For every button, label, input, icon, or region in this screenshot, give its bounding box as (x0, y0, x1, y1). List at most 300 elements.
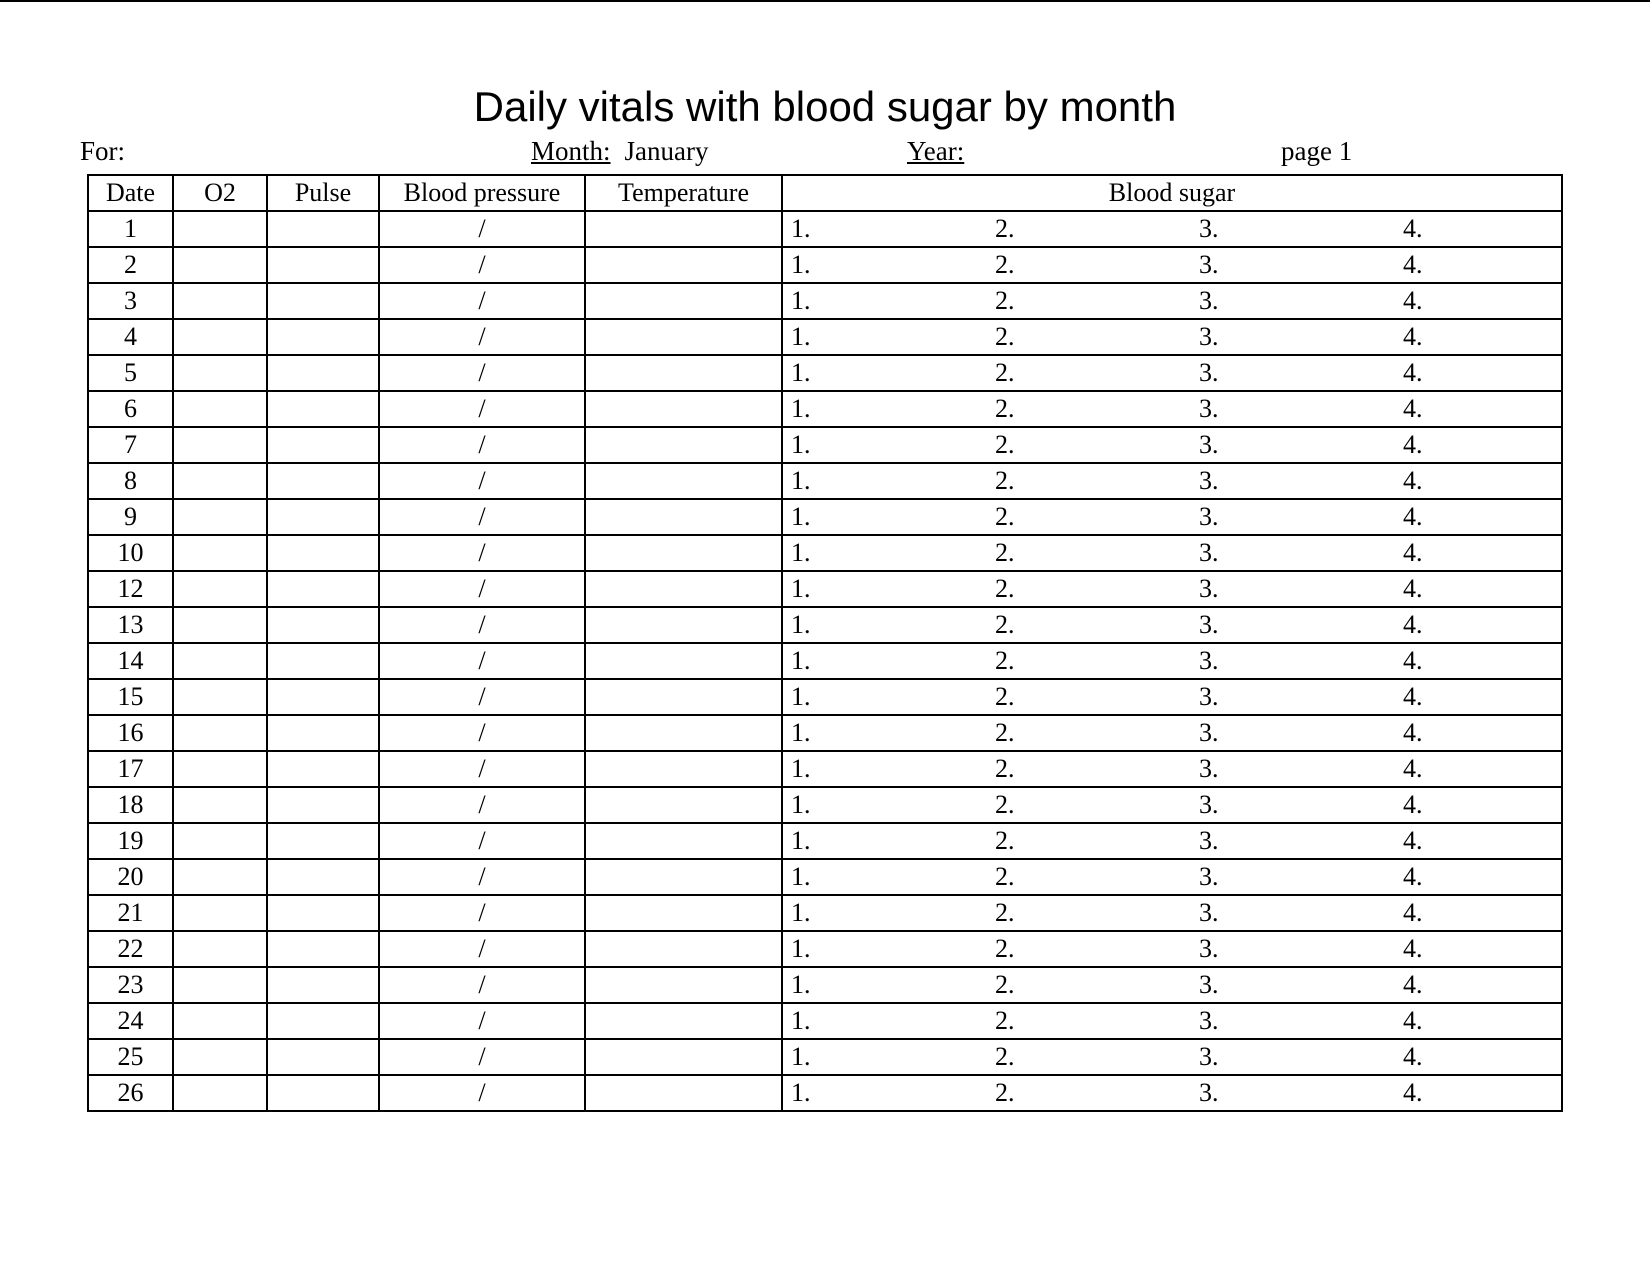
blood-sugar-slot-label: 4. (1403, 826, 1423, 855)
blood-sugar-input-cell[interactable] (782, 607, 1562, 643)
pulse-input-cell[interactable] (267, 895, 379, 931)
temperature-input-cell[interactable] (585, 787, 782, 823)
blood-sugar-slot-label: 1. (791, 394, 811, 423)
bp-separator: / (478, 538, 486, 567)
blood-pressure-input-cell[interactable] (379, 499, 585, 535)
blood-sugar-slot-label: 2. (995, 286, 1015, 315)
bp-separator: / (478, 394, 486, 423)
blood-sugar-slot-label: 2. (995, 1006, 1015, 1035)
pulse-input-cell[interactable] (267, 283, 379, 319)
table-row (88, 1003, 1562, 1039)
blood-sugar-slots (791, 790, 1561, 820)
blood-pressure-input-cell[interactable] (379, 607, 585, 643)
blood-sugar-input-cell[interactable] (782, 1003, 1562, 1039)
blood-sugar-slot-label: 4. (1403, 1078, 1423, 1107)
temperature-input-cell[interactable] (585, 247, 782, 283)
o2-input-cell[interactable] (173, 427, 267, 463)
table-row (88, 679, 1562, 715)
blood-sugar-slot-label: 1. (791, 286, 811, 315)
blood-sugar-input-cell[interactable] (782, 319, 1562, 355)
blood-sugar-slots (791, 430, 1561, 460)
date-cell: 23 (88, 967, 173, 1003)
month-value: January (624, 136, 709, 166)
pulse-input-cell[interactable] (267, 1039, 379, 1075)
pulse-input-cell[interactable] (267, 823, 379, 859)
blood-pressure-input-cell[interactable] (379, 355, 585, 391)
o2-input-cell[interactable] (173, 499, 267, 535)
temperature-input-cell[interactable] (585, 679, 782, 715)
blood-sugar-slot-label: 4. (1403, 718, 1423, 747)
blood-pressure-input-cell[interactable] (379, 823, 585, 859)
date-cell: 13 (88, 607, 173, 643)
o2-input-cell[interactable] (173, 355, 267, 391)
blood-sugar-slot-label: 1. (791, 718, 811, 747)
blood-pressure-input-cell[interactable] (379, 1075, 585, 1111)
blood-sugar-slot-label: 1. (791, 250, 811, 279)
blood-sugar-slots (791, 610, 1561, 640)
blood-pressure-input-cell[interactable] (379, 1003, 585, 1039)
temperature-input-cell[interactable] (585, 499, 782, 535)
blood-sugar-input-cell[interactable] (782, 823, 1562, 859)
blood-sugar-slot-label: 4. (1403, 358, 1423, 387)
temperature-input-cell[interactable] (585, 355, 782, 391)
blood-sugar-slot-label: 4. (1403, 646, 1423, 675)
table-row (88, 823, 1562, 859)
o2-input-cell[interactable] (173, 283, 267, 319)
blood-sugar-input-cell[interactable] (782, 211, 1562, 247)
blood-sugar-slot-label: 1. (791, 754, 811, 783)
temperature-input-cell[interactable] (585, 607, 782, 643)
o2-input-cell[interactable] (173, 211, 267, 247)
header-temperature: Temperature (585, 175, 782, 211)
blood-pressure-input-cell[interactable] (379, 427, 585, 463)
blood-pressure-input-cell[interactable] (379, 931, 585, 967)
blood-sugar-slot-label: 2. (995, 1078, 1015, 1107)
bp-separator: / (478, 286, 486, 315)
table-row (88, 1075, 1562, 1111)
blood-pressure-input-cell[interactable] (379, 463, 585, 499)
temperature-input-cell[interactable] (585, 211, 782, 247)
bp-separator: / (478, 826, 486, 855)
date-cell: 26 (88, 1075, 173, 1111)
temperature-input-cell[interactable] (585, 859, 782, 895)
blood-sugar-slot-label: 3. (1199, 286, 1219, 315)
o2-input-cell[interactable] (173, 679, 267, 715)
table-row (88, 931, 1562, 967)
pulse-input-cell[interactable] (267, 211, 379, 247)
blood-sugar-slot-label: 1. (791, 430, 811, 459)
page-title: Daily vitals with blood sugar by month (473, 83, 1177, 130)
table-row (88, 355, 1562, 391)
o2-input-cell[interactable] (173, 1039, 267, 1075)
blood-sugar-slot-label: 3. (1199, 1006, 1219, 1035)
blood-pressure-input-cell[interactable] (379, 1039, 585, 1075)
bp-separator: / (478, 574, 486, 603)
date-cell: 22 (88, 931, 173, 967)
header-o2: O2 (173, 175, 267, 211)
table-row (88, 427, 1562, 463)
blood-sugar-slot-label: 1. (791, 1006, 811, 1035)
date-cell: 5 (88, 355, 173, 391)
pulse-input-cell[interactable] (267, 1075, 379, 1111)
pulse-input-cell[interactable] (267, 247, 379, 283)
pulse-input-cell[interactable] (267, 391, 379, 427)
blood-sugar-slot-label: 4. (1403, 970, 1423, 999)
blood-sugar-input-cell[interactable] (782, 787, 1562, 823)
table-row (88, 247, 1562, 283)
blood-sugar-input-cell[interactable] (782, 571, 1562, 607)
blood-sugar-slot-label: 1. (791, 358, 811, 387)
table-row (88, 751, 1562, 787)
blood-sugar-slot-label: 3. (1199, 646, 1219, 675)
blood-sugar-slot-label: 1. (791, 826, 811, 855)
date-cell: 1 (88, 211, 173, 247)
blood-pressure-input-cell[interactable] (379, 787, 585, 823)
date-cell: 17 (88, 751, 173, 787)
temperature-input-cell[interactable] (585, 823, 782, 859)
table-row (88, 211, 1562, 247)
o2-input-cell[interactable] (173, 787, 267, 823)
blood-sugar-slot-label: 3. (1199, 754, 1219, 783)
blood-sugar-slot-label: 1. (791, 574, 811, 603)
pulse-input-cell[interactable] (267, 427, 379, 463)
pulse-input-cell[interactable] (267, 463, 379, 499)
blood-sugar-slot-label: 4. (1403, 502, 1423, 531)
blood-sugar-slot-label: 2. (995, 430, 1015, 459)
date-cell: 10 (88, 535, 173, 571)
blood-sugar-slot-label: 1. (791, 970, 811, 999)
blood-sugar-slots (791, 1078, 1561, 1108)
blood-sugar-slot-label: 4. (1403, 286, 1423, 315)
temperature-input-cell[interactable] (585, 715, 782, 751)
blood-pressure-input-cell[interactable] (379, 211, 585, 247)
pulse-input-cell[interactable] (267, 715, 379, 751)
blood-sugar-input-cell[interactable] (782, 859, 1562, 895)
temperature-input-cell[interactable] (585, 427, 782, 463)
blood-sugar-slot-label: 2. (995, 322, 1015, 351)
blood-sugar-input-cell[interactable] (782, 751, 1562, 787)
blood-sugar-input-cell[interactable] (782, 247, 1562, 283)
bp-separator: / (478, 214, 486, 243)
date-cell: 7 (88, 427, 173, 463)
blood-pressure-input-cell[interactable] (379, 715, 585, 751)
o2-input-cell[interactable] (173, 751, 267, 787)
o2-input-cell[interactable] (173, 895, 267, 931)
date-cell: 8 (88, 463, 173, 499)
date-cell: 25 (88, 1039, 173, 1075)
blood-sugar-slot-label: 1. (791, 682, 811, 711)
header-row (88, 175, 1562, 211)
blood-sugar-slots (791, 250, 1561, 280)
date-cell: 3 (88, 283, 173, 319)
blood-sugar-slot-label: 3. (1199, 970, 1219, 999)
pulse-input-cell[interactable] (267, 679, 379, 715)
table-row (88, 283, 1562, 319)
blood-sugar-input-cell[interactable] (782, 643, 1562, 679)
blood-sugar-slot-label: 3. (1199, 466, 1219, 495)
blood-sugar-slot-label: 3. (1199, 538, 1219, 567)
blood-sugar-slot-label: 1. (791, 790, 811, 819)
blood-sugar-slot-label: 2. (995, 790, 1015, 819)
blood-sugar-slot-label: 4. (1403, 1042, 1423, 1071)
temperature-input-cell[interactable] (585, 463, 782, 499)
temperature-input-cell[interactable] (585, 283, 782, 319)
blood-sugar-slots (791, 826, 1561, 856)
table-row (88, 715, 1562, 751)
pulse-input-cell[interactable] (267, 571, 379, 607)
date-cell: 15 (88, 679, 173, 715)
bp-separator: / (478, 718, 486, 747)
pulse-input-cell[interactable] (267, 355, 379, 391)
blood-sugar-input-cell[interactable] (782, 283, 1562, 319)
bp-separator: / (478, 610, 486, 639)
blood-sugar-slot-label: 3. (1199, 1078, 1219, 1107)
blood-sugar-slots (791, 718, 1561, 748)
pulse-input-cell[interactable] (267, 859, 379, 895)
blood-sugar-slot-label: 3. (1199, 790, 1219, 819)
blood-pressure-input-cell[interactable] (379, 859, 585, 895)
blood-sugar-slot-label: 1. (791, 466, 811, 495)
blood-sugar-slots (791, 394, 1561, 424)
for-label: For: (80, 136, 126, 166)
o2-input-cell[interactable] (173, 571, 267, 607)
blood-sugar-slot-label: 2. (995, 502, 1015, 531)
bp-separator: / (478, 934, 486, 963)
temperature-input-cell[interactable] (585, 895, 782, 931)
table-row (88, 463, 1562, 499)
blood-sugar-slots (791, 466, 1561, 496)
pulse-input-cell[interactable] (267, 751, 379, 787)
date-cell: 14 (88, 643, 173, 679)
o2-input-cell[interactable] (173, 535, 267, 571)
temperature-input-cell[interactable] (585, 1003, 782, 1039)
bp-separator: / (478, 1042, 486, 1071)
month-label: Month: (531, 136, 611, 166)
blood-sugar-input-cell[interactable] (782, 967, 1562, 1003)
blood-sugar-slot-label: 3. (1199, 1042, 1219, 1071)
o2-input-cell[interactable] (173, 319, 267, 355)
blood-sugar-slot-label: 3. (1199, 394, 1219, 423)
pulse-input-cell[interactable] (267, 535, 379, 571)
table-row (88, 535, 1562, 571)
bp-separator: / (478, 358, 486, 387)
blood-sugar-slots (791, 574, 1561, 604)
temperature-input-cell[interactable] (585, 319, 782, 355)
blood-sugar-slot-label: 1. (791, 322, 811, 351)
blood-sugar-slot-label: 3. (1199, 718, 1219, 747)
temperature-input-cell[interactable] (585, 571, 782, 607)
blood-pressure-input-cell[interactable] (379, 571, 585, 607)
blood-sugar-slot-label: 2. (995, 538, 1015, 567)
header-date: Date (88, 175, 173, 211)
blood-pressure-input-cell[interactable] (379, 643, 585, 679)
o2-input-cell[interactable] (173, 715, 267, 751)
blood-sugar-slot-label: 4. (1403, 934, 1423, 963)
blood-sugar-slot-label: 3. (1199, 610, 1219, 639)
header-pulse: Pulse (267, 175, 379, 211)
blood-sugar-slot-label: 2. (995, 250, 1015, 279)
top-border (0, 0, 1650, 2)
blood-sugar-input-cell[interactable] (782, 535, 1562, 571)
blood-sugar-slot-label: 4. (1403, 610, 1423, 639)
pulse-input-cell[interactable] (267, 643, 379, 679)
blood-sugar-slots (791, 934, 1561, 964)
bp-separator: / (478, 646, 486, 675)
pulse-input-cell[interactable] (267, 1003, 379, 1039)
blood-sugar-slots (791, 538, 1561, 568)
o2-input-cell[interactable] (173, 1075, 267, 1111)
blood-sugar-slot-label: 3. (1199, 430, 1219, 459)
bp-separator: / (478, 790, 486, 819)
o2-input-cell[interactable] (173, 643, 267, 679)
table-row (88, 391, 1562, 427)
blood-sugar-slot-label: 4. (1403, 898, 1423, 927)
blood-sugar-slots (791, 646, 1561, 676)
blood-pressure-input-cell[interactable] (379, 391, 585, 427)
date-cell: 9 (88, 499, 173, 535)
blood-sugar-input-cell[interactable] (782, 427, 1562, 463)
date-cell: 18 (88, 787, 173, 823)
blood-sugar-slot-label: 2. (995, 754, 1015, 783)
o2-input-cell[interactable] (173, 391, 267, 427)
blood-sugar-slot-label: 2. (995, 718, 1015, 747)
date-cell: 2 (88, 247, 173, 283)
o2-input-cell[interactable] (173, 823, 267, 859)
bp-separator: / (478, 250, 486, 279)
bp-separator: / (478, 682, 486, 711)
blood-sugar-slots (791, 502, 1561, 532)
blood-sugar-slots (791, 214, 1561, 244)
blood-sugar-slots (791, 970, 1561, 1000)
year-label: Year: (907, 136, 965, 166)
table-row (88, 787, 1562, 823)
date-cell: 21 (88, 895, 173, 931)
blood-sugar-slot-label: 2. (995, 826, 1015, 855)
blood-sugar-slots (791, 682, 1561, 712)
table-row (88, 895, 1562, 931)
temperature-input-cell[interactable] (585, 391, 782, 427)
pulse-input-cell[interactable] (267, 319, 379, 355)
blood-sugar-slot-label: 4. (1403, 466, 1423, 495)
blood-sugar-input-cell[interactable] (782, 463, 1562, 499)
vitals-table (87, 174, 1563, 1112)
blood-pressure-input-cell[interactable] (379, 895, 585, 931)
blood-sugar-slot-label: 4. (1403, 430, 1423, 459)
blood-sugar-slot-label: 2. (995, 358, 1015, 387)
header-blood-sugar: Blood sugar (782, 175, 1562, 211)
blood-pressure-input-cell[interactable] (379, 679, 585, 715)
bp-separator: / (478, 1078, 486, 1107)
temperature-input-cell[interactable] (585, 931, 782, 967)
date-cell: 19 (88, 823, 173, 859)
blood-sugar-slot-label: 2. (995, 934, 1015, 963)
temperature-input-cell[interactable] (585, 1039, 782, 1075)
bp-separator: / (478, 754, 486, 783)
blood-sugar-slot-label: 1. (791, 1042, 811, 1071)
table-row (88, 643, 1562, 679)
blood-sugar-slot-label: 3. (1199, 862, 1219, 891)
blood-pressure-input-cell[interactable] (379, 319, 585, 355)
o2-input-cell[interactable] (173, 463, 267, 499)
blood-sugar-slot-label: 1. (791, 1078, 811, 1107)
temperature-input-cell[interactable] (585, 535, 782, 571)
blood-sugar-input-cell[interactable] (782, 1039, 1562, 1075)
o2-input-cell[interactable] (173, 859, 267, 895)
pulse-input-cell[interactable] (267, 607, 379, 643)
blood-sugar-input-cell[interactable] (782, 391, 1562, 427)
pulse-input-cell[interactable] (267, 787, 379, 823)
blood-sugar-input-cell[interactable] (782, 355, 1562, 391)
blood-sugar-input-cell[interactable] (782, 679, 1562, 715)
blood-sugar-slot-label: 3. (1199, 214, 1219, 243)
pulse-input-cell[interactable] (267, 499, 379, 535)
blood-sugar-slot-label: 3. (1199, 934, 1219, 963)
o2-input-cell[interactable] (173, 607, 267, 643)
temperature-input-cell[interactable] (585, 751, 782, 787)
blood-sugar-slot-label: 3. (1199, 826, 1219, 855)
o2-input-cell[interactable] (173, 247, 267, 283)
table-row (88, 1039, 1562, 1075)
blood-pressure-input-cell[interactable] (379, 283, 585, 319)
blood-sugar-slot-label: 4. (1403, 322, 1423, 351)
o2-input-cell[interactable] (173, 931, 267, 967)
blood-sugar-slot-label: 2. (995, 1042, 1015, 1071)
temperature-input-cell[interactable] (585, 1075, 782, 1111)
blood-sugar-slot-label: 3. (1199, 682, 1219, 711)
blood-sugar-input-cell[interactable] (782, 1075, 1562, 1111)
bp-separator: / (478, 970, 486, 999)
blood-pressure-input-cell[interactable] (379, 751, 585, 787)
table-row (88, 499, 1562, 535)
bp-separator: / (478, 1006, 486, 1035)
temperature-input-cell[interactable] (585, 643, 782, 679)
blood-sugar-input-cell[interactable] (782, 895, 1562, 931)
blood-sugar-slot-label: 1. (791, 934, 811, 963)
blood-pressure-input-cell[interactable] (379, 247, 585, 283)
blood-sugar-slot-label: 2. (995, 574, 1015, 603)
blood-sugar-slots (791, 358, 1561, 388)
blood-sugar-slots (791, 898, 1561, 928)
table-row (88, 571, 1562, 607)
blood-sugar-slot-label: 4. (1403, 214, 1423, 243)
blood-sugar-slot-label: 4. (1403, 250, 1423, 279)
bp-separator: / (478, 322, 486, 351)
blood-sugar-slot-label: 4. (1403, 682, 1423, 711)
page-number: page 1 (1281, 136, 1353, 166)
temperature-input-cell[interactable] (585, 967, 782, 1003)
blood-pressure-input-cell[interactable] (379, 535, 585, 571)
blood-sugar-input-cell[interactable] (782, 931, 1562, 967)
o2-input-cell[interactable] (173, 967, 267, 1003)
blood-sugar-slot-label: 2. (995, 610, 1015, 639)
blood-sugar-slot-label: 3. (1199, 502, 1219, 531)
blood-pressure-input-cell[interactable] (379, 967, 585, 1003)
blood-sugar-slot-label: 4. (1403, 574, 1423, 603)
blood-sugar-input-cell[interactable] (782, 715, 1562, 751)
bp-separator: / (478, 898, 486, 927)
bp-separator: / (478, 466, 486, 495)
o2-input-cell[interactable] (173, 1003, 267, 1039)
date-cell: 6 (88, 391, 173, 427)
bp-separator: / (478, 862, 486, 891)
pulse-input-cell[interactable] (267, 931, 379, 967)
month-field (531, 135, 708, 167)
blood-sugar-input-cell[interactable] (782, 499, 1562, 535)
pulse-input-cell[interactable] (267, 967, 379, 1003)
blood-sugar-slots (791, 1042, 1561, 1072)
blood-sugar-slot-label: 2. (995, 898, 1015, 927)
blood-sugar-slot-label: 1. (791, 610, 811, 639)
